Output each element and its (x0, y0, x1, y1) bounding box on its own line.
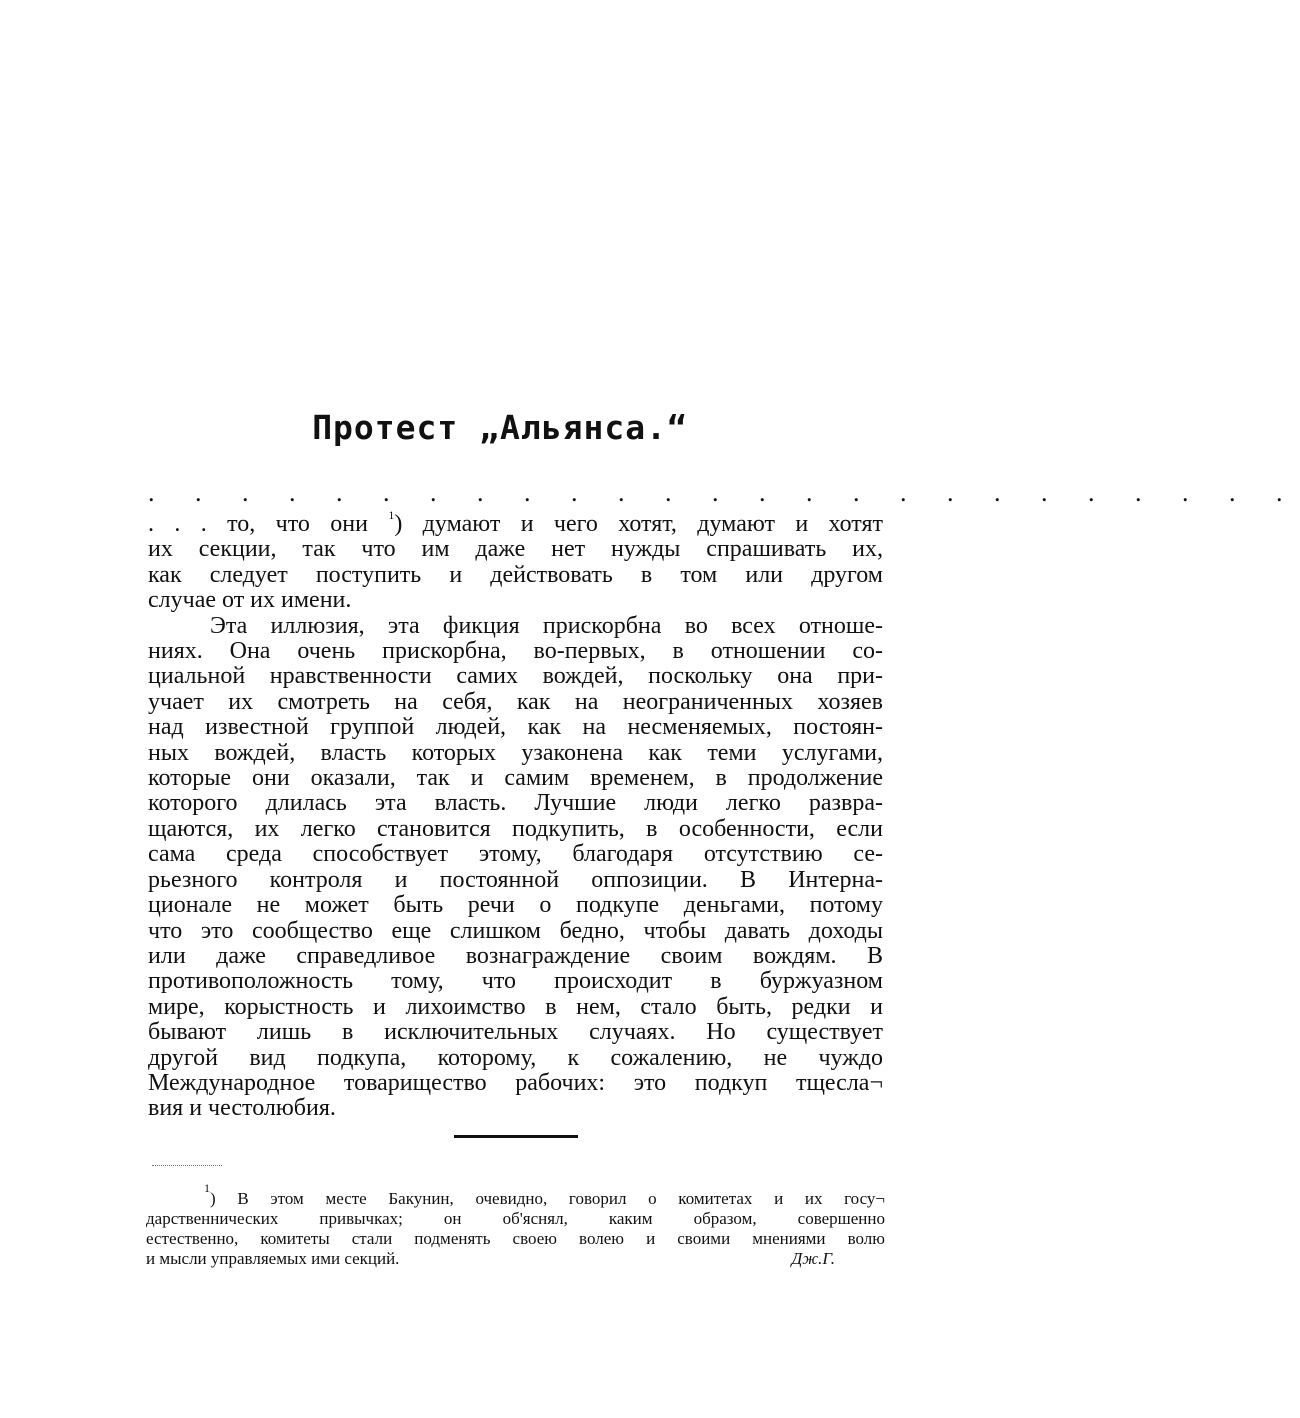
footnote-marker: 1 (204, 1181, 210, 1195)
text-line: ниях. Она очень прискорбна, во-первых, в отношении со- (148, 638, 883, 665)
text-line: противоположность тому, что происходит в буржуазном (148, 968, 883, 995)
text-line: рьезного контроля и постоянной оппозиции. В Интерна- (148, 866, 883, 893)
section-divider (454, 1135, 578, 1138)
footnote-line: дарственнических привычках; он об'яснял, каким образом, совершенно (146, 1209, 885, 1228)
text-line: ных вождей, власть которых узаконена как теми услугами, (148, 739, 883, 766)
footnote-line: $^1$) В этом месте Бакунин, очевидно, говорил о комитетах и их госу¬ (204, 1181, 885, 1208)
text-line: Международное товарищество рабочих: это подкуп тщесла¬ (148, 1069, 883, 1096)
text-line: которые они оказали, так и самим временем, в продолжение (148, 765, 883, 792)
text-line: . . . то, что они $^1$) думают и чего хотят, думают и хотят (148, 508, 884, 537)
footnote-line: естественно, комитеты стали подменять своею волею и своими мнениями волю (146, 1229, 885, 1248)
text-line: сама среда способствует этому, благодаря отсутствию се- (148, 841, 883, 868)
footnote-divider (152, 1165, 222, 1166)
text-line: мире, корыстность и лихоимство в нем, стало быть, редки и (148, 993, 883, 1020)
text-line: которого длилась эта власть. Лучшие люди легко развра- (148, 790, 883, 817)
footnote (146, 1178, 885, 1269)
text-line: другой вид подкупа, которому, к сожалению, не чуждо (148, 1044, 883, 1071)
text-line: их секции, так что им даже нет нужды спрашивать их, (148, 536, 883, 563)
text-line: случае от их имени. (148, 587, 352, 614)
page-title: Протест „Альянса.“ (312, 408, 688, 447)
text-line: как следует поступить и действовать в том или другом (148, 561, 883, 588)
text-line: Эта иллюзия, эта фикция прискорбна во всех отноше- (210, 612, 883, 639)
footnote-ref: 1 (388, 508, 395, 522)
text-line: что это сообщество еще слишком бедно, чтобы давать доходы (148, 917, 883, 944)
text-line: над известной группой людей, как на несменяемых, постоян- (148, 714, 883, 741)
text-line: циальной нравственности самих вождей, поскольку она при- (148, 663, 883, 690)
ellipsis-row: . . . . . . . . . . . . . . . . . . . . . . . . . (148, 478, 1300, 507)
text-line: щаются, их легко становится подкупить, в особенности, если (148, 815, 883, 842)
body-text (148, 503, 883, 1122)
footnote-line: и мысли управляемых ими секций. Дж.Г. (146, 1249, 885, 1269)
text-line: ционале не может быть речи о подкупе деньгами, потому (148, 892, 883, 919)
text-line: учает их смотреть на себя, как на неограниченных хозяев (148, 688, 883, 715)
text-line: вия и честолюбия. (148, 1095, 336, 1122)
text-line: бывают лишь в исключительных случаях. Но существует (148, 1019, 883, 1046)
text-line: или даже справедливое вознаграждение своим вождям. В (148, 942, 883, 969)
signature: Дж.Г. (791, 1249, 835, 1268)
